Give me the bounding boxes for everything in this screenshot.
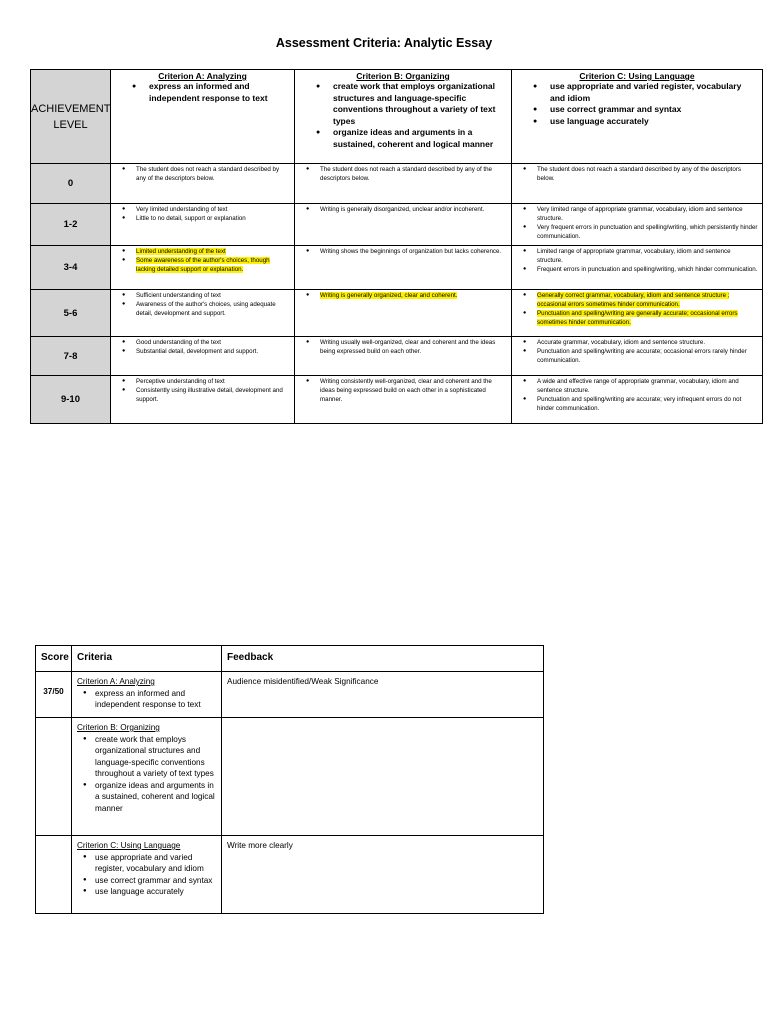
descriptor: ● Perceptive understanding of text [136, 377, 290, 386]
descriptor: ● A wide and effective range of appropriate grammar, vocabulary, idiom and sentence structure. [537, 377, 758, 395]
rubric-row-level-9-10 [31, 376, 763, 424]
descriptor: ● Frequent errors in punctuation and spelling/writing, which hinder communication. [537, 265, 758, 274]
criterion-b-cell [295, 376, 512, 424]
descriptor: ● Punctuation and spelling/writing are accurate; occasional errors rarely hinder communication. [537, 347, 758, 365]
descriptor: ● Little to no detail, support or explanation [136, 214, 290, 223]
rubric-row-level-5-6 [31, 290, 763, 337]
descriptor: ● Very limited range of appropriate grammar, vocabulary, idiom and sentence structure. [537, 205, 758, 223]
highlighted-text: Generally correct grammar, vocabulary, idiom and sentence structure ; occasional errors sometimes hinder communication. [537, 292, 730, 308]
descriptor: ● Awareness of the author's choices, using adequate detail, development and support. [136, 300, 290, 318]
descriptor: ● Writing consistently well-organized, clear and coherent and the ideas being expressed build on each other in a sophisticated manner. [320, 377, 507, 404]
feedback-table [35, 645, 544, 914]
criterion-title: Criterion A: Analyzing [77, 677, 155, 686]
criterion-b-cell [295, 290, 512, 337]
descriptor: ● Writing is generally disorganized, unclear and/or incoherent. [320, 205, 507, 214]
criterion-a-cell [111, 337, 295, 376]
level-cell: 9-10 [31, 376, 111, 424]
criterion-c-cell [512, 376, 763, 424]
highlighted-text: Limited understanding of the text [136, 248, 226, 255]
criterion-item: ● create work that employs organizational structures and language-specific conventions throughout a variety of text types [95, 734, 216, 780]
level-cell: 1-2 [31, 204, 111, 246]
criterion-c-descriptor: ● use correct grammar and syntax [550, 104, 758, 116]
criterion-a-cell [111, 204, 295, 246]
feedback-header-row [36, 646, 544, 672]
feedback-cell: Write more clearly [222, 836, 544, 914]
criterion-c-cell [512, 290, 763, 337]
descriptor-highlighted [136, 247, 290, 256]
criterion-b-title: Criterion B: Organizing [356, 71, 450, 81]
descriptor-highlighted [537, 309, 758, 327]
descriptor: ● The student does not reach a standard described by any of the descriptors below. [136, 165, 290, 183]
criterion-a-cell [111, 246, 295, 290]
criterion-a-header [111, 70, 295, 164]
criterion-c-title: Criterion C: Using Language [579, 71, 695, 81]
level-cell: 0 [31, 164, 111, 204]
feedback-row-criterion-b [36, 718, 544, 836]
criterion-title: Criterion C: Using Language [77, 841, 181, 850]
level-cell: 7-8 [31, 337, 111, 376]
descriptor: ● Limited range of appropriate grammar, vocabulary, idiom and sentence structure. [537, 247, 758, 265]
achievement-level-header [31, 70, 111, 164]
criterion-b-cell [295, 246, 512, 290]
rubric-row-level-3-4 [31, 246, 763, 290]
criterion-a-descriptor: ● express an informed and independent response to text [149, 81, 290, 104]
descriptor: ● The student does not reach a standard described by any of the descriptors below. [537, 165, 758, 183]
score-value: 37/50 [36, 672, 72, 718]
descriptor: ● Consistently using illustrative detail, development and support. [136, 386, 290, 404]
criterion-c-descriptor: ● use language accurately [550, 116, 758, 128]
highlighted-text: Some awareness of the author's choices, though lacking detailed support or explanation. [136, 257, 270, 273]
criteria-cell [72, 836, 222, 914]
feedback-row-criterion-a [36, 672, 544, 718]
criterion-a-cell [111, 290, 295, 337]
descriptor: ● Accurate grammar, vocabulary, idiom and sentence structure. [537, 338, 758, 347]
feedback-header: Feedback [222, 646, 544, 672]
descriptor: ● Good understanding of the text [136, 338, 290, 347]
criteria-header: Criteria [72, 646, 222, 672]
score-header: Score [36, 646, 72, 672]
rubric-row-level-0 [31, 164, 763, 204]
achievement-label: ACHIEVEMENT [31, 102, 111, 115]
descriptor: ● Very frequent errors in punctuation and spelling/writing, which persistently hinder communication. [537, 223, 758, 241]
score-cell-empty [36, 718, 72, 836]
rubric-header-row [31, 70, 763, 164]
criterion-item: ● use correct grammar and syntax [95, 875, 216, 887]
criterion-c-header [512, 70, 763, 164]
criterion-b-cell [295, 164, 512, 204]
rubric-table [30, 69, 763, 424]
descriptor: ● Substantial detail, development and support. [136, 347, 290, 356]
criteria-cell [72, 672, 222, 718]
page-title: Assessment Criteria: Analytic Essay [275, 36, 493, 50]
descriptor: ● Very limited understanding of text [136, 205, 290, 214]
criterion-c-cell [512, 337, 763, 376]
descriptor: ● Punctuation and spelling/writing are accurate; very infrequent errors do not hinder communication. [537, 395, 758, 413]
criterion-c-cell [512, 164, 763, 204]
highlighted-text: Writing is generally organized, clear and coherent. [320, 292, 458, 299]
criterion-a-cell [111, 164, 295, 204]
descriptor: ● The student does not reach a standard described by any of the descriptors below. [320, 165, 507, 183]
descriptor-highlighted [320, 291, 507, 300]
criterion-b-descriptor: ● create work that employs organizational structures and language-specific conventions throughout a variety of text types [333, 81, 507, 127]
descriptor-highlighted [136, 256, 290, 274]
feedback-row-criterion-c [36, 836, 544, 914]
criterion-b-cell [295, 204, 512, 246]
feedback-cell: Audience misidentified/Weak Significance [222, 672, 544, 718]
level-label: LEVEL [53, 118, 88, 131]
criterion-c-cell [512, 204, 763, 246]
criterion-b-cell [295, 337, 512, 376]
criterion-item: ● use language accurately [95, 886, 216, 898]
score-cell-empty [36, 836, 72, 914]
level-cell: 3-4 [31, 246, 111, 290]
criterion-item: ● use appropriate and varied register, vocabulary and idiom [95, 852, 216, 875]
feedback-cell [222, 718, 544, 836]
descriptor-highlighted [537, 291, 758, 309]
criterion-title: Criterion B: Organizing [77, 723, 160, 732]
descriptor: ● Writing usually well-organized, clear and coherent and the ideas being expressed build on each other. [320, 338, 507, 356]
criterion-a-cell [111, 376, 295, 424]
criterion-c-descriptor: ● use appropriate and varied register, vocabulary and idiom [550, 81, 758, 104]
level-cell: 5-6 [31, 290, 111, 337]
criterion-c-cell [512, 246, 763, 290]
highlighted-text: Punctuation and spelling/writing are generally accurate; occasional errors sometimes hinder communication. [537, 310, 738, 326]
criterion-item: ● organize ideas and arguments in a sustained, coherent and logical manner [95, 780, 216, 815]
rubric-row-level-1-2 [31, 204, 763, 246]
criterion-b-descriptor: ● organize ideas and arguments in a sustained, coherent and logical manner [333, 127, 507, 150]
criterion-a-title: Criterion A: Analyzing [158, 71, 247, 81]
rubric-row-level-7-8 [31, 337, 763, 376]
criterion-item: ● express an informed and independent response to text [95, 688, 216, 711]
descriptor: ● Writing shows the beginnings of organization but lacks coherence. [320, 247, 507, 256]
descriptor: ● Sufficient understanding of text [136, 291, 290, 300]
criteria-cell [72, 718, 222, 836]
criterion-b-header [295, 70, 512, 164]
